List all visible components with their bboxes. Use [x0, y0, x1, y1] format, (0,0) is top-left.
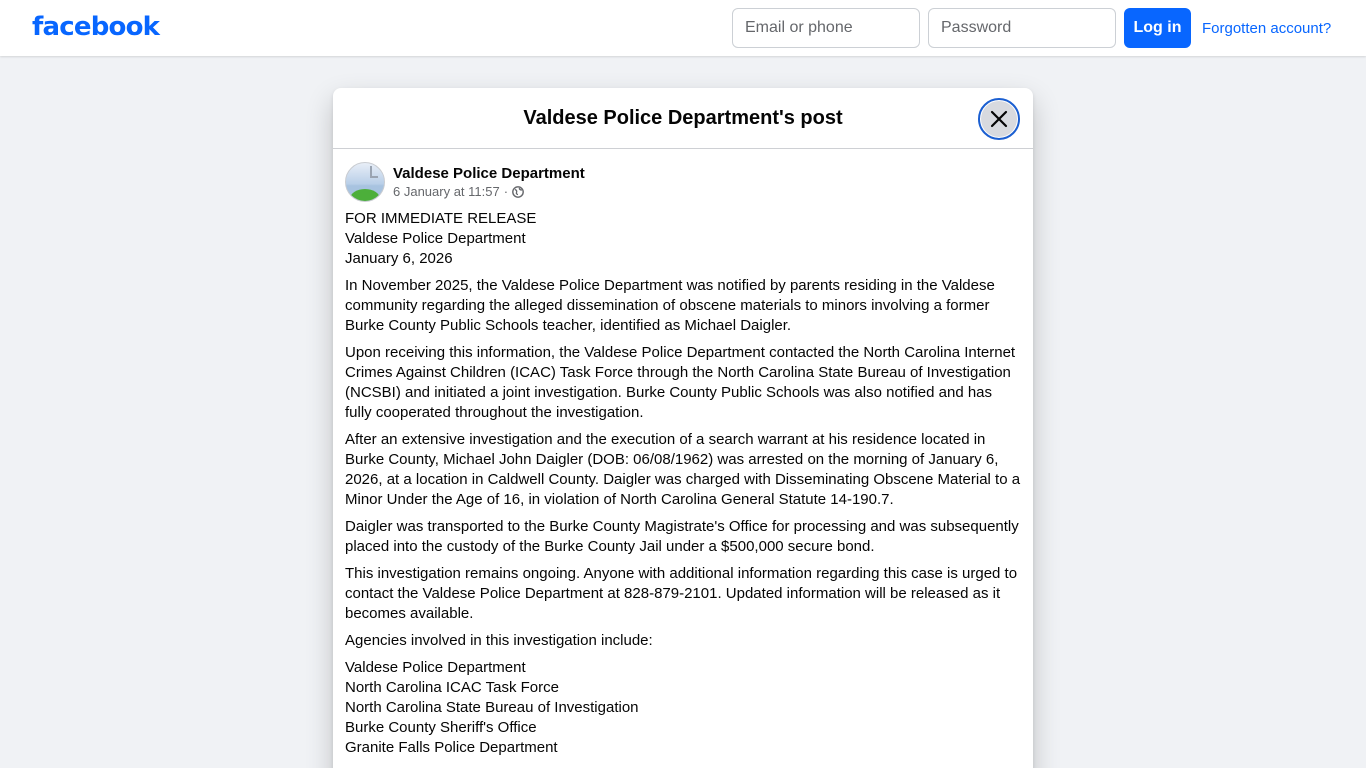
paragraph: In November 2025, the Valdese Police Department was notified by parents residing in the Valdese community regarding the alleged dissemination of obscene materials to minors involving a former Burke County Public Schools teacher, identified as Michael Daigler.	[345, 277, 995, 334]
author-info	[393, 164, 585, 201]
paragraph: Upon receiving this information, the Valdese Police Department contacted the North Carolina Internet Crimes Against Children (ICAC) Task Force through the North Carolina State Bureau of Investigation (NCSBI) and initiated a joint investigation. Burke County Public Schools was also notified and has fully cooperated throughout the investigation.	[345, 344, 1016, 421]
close-icon	[990, 110, 1008, 128]
top-navigation-bar	[0, 0, 1366, 56]
agency-item: Valdese Police Department	[345, 659, 526, 676]
login-form	[732, 8, 1331, 48]
author-name[interactable]: Valdese Police Department	[393, 164, 585, 182]
post-body	[345, 209, 1021, 758]
paragraph: Agencies involved in this investigation include:	[345, 632, 653, 649]
post-meta	[393, 183, 585, 201]
release-header	[345, 209, 1021, 269]
agency-item: Granite Falls Police Department	[345, 739, 558, 756]
release-line: Valdese Police Department	[345, 230, 526, 247]
paragraph: After an extensive investigation and the execution of a search warrant at his residence located in Burke County, Michael John Daigler (DOB: 06/08/1962) was arrested on the morning of January 6, 2026, at a location in Caldwell County. Daigler was charged with Disseminating Obscene Material to a Minor Under the Age of 16, in violation of North Carolina General Statute 14-190.7.	[345, 431, 1021, 508]
post-header	[345, 161, 1021, 203]
paragraph: This investigation remains ongoing. Anyone with additional information regarding this case is urged to contact the Valdese Police Department at 828-879-2101. Updated information will be released as it becomes available.	[345, 565, 1018, 622]
release-line: FOR IMMEDIATE RELEASE	[345, 210, 537, 227]
dialog-title: Valdese Police Department's post	[523, 106, 843, 129]
login-button[interactable]: Log in	[1124, 8, 1191, 48]
email-input[interactable]	[732, 8, 920, 48]
agency-item: North Carolina State Bureau of Investigation	[345, 699, 639, 716]
post-timestamp[interactable]: 6 January at 11:57	[393, 183, 500, 199]
page-avatar[interactable]	[345, 162, 385, 202]
post-dialog	[333, 88, 1033, 768]
facebook-logo[interactable]: facebook	[32, 12, 160, 42]
dialog-header	[333, 88, 1033, 149]
close-button[interactable]	[978, 98, 1020, 140]
forgotten-account-link[interactable]: Forgotten account?	[1202, 19, 1332, 37]
globe-icon	[512, 186, 524, 198]
password-input[interactable]	[928, 8, 1116, 48]
agency-list	[345, 658, 1021, 758]
release-line: January 6, 2026	[345, 250, 453, 267]
agency-item: Burke County Sheriff's Office	[345, 719, 537, 736]
paragraph: Daigler was transported to the Burke County Magistrate's Office for processing and was subsequently placed into the custody of the Burke County Jail under a $500,000 secure bond.	[345, 518, 1019, 555]
meta-separator: ·	[503, 183, 509, 199]
post	[333, 149, 1033, 758]
agency-item: North Carolina ICAC Task Force	[345, 679, 559, 696]
